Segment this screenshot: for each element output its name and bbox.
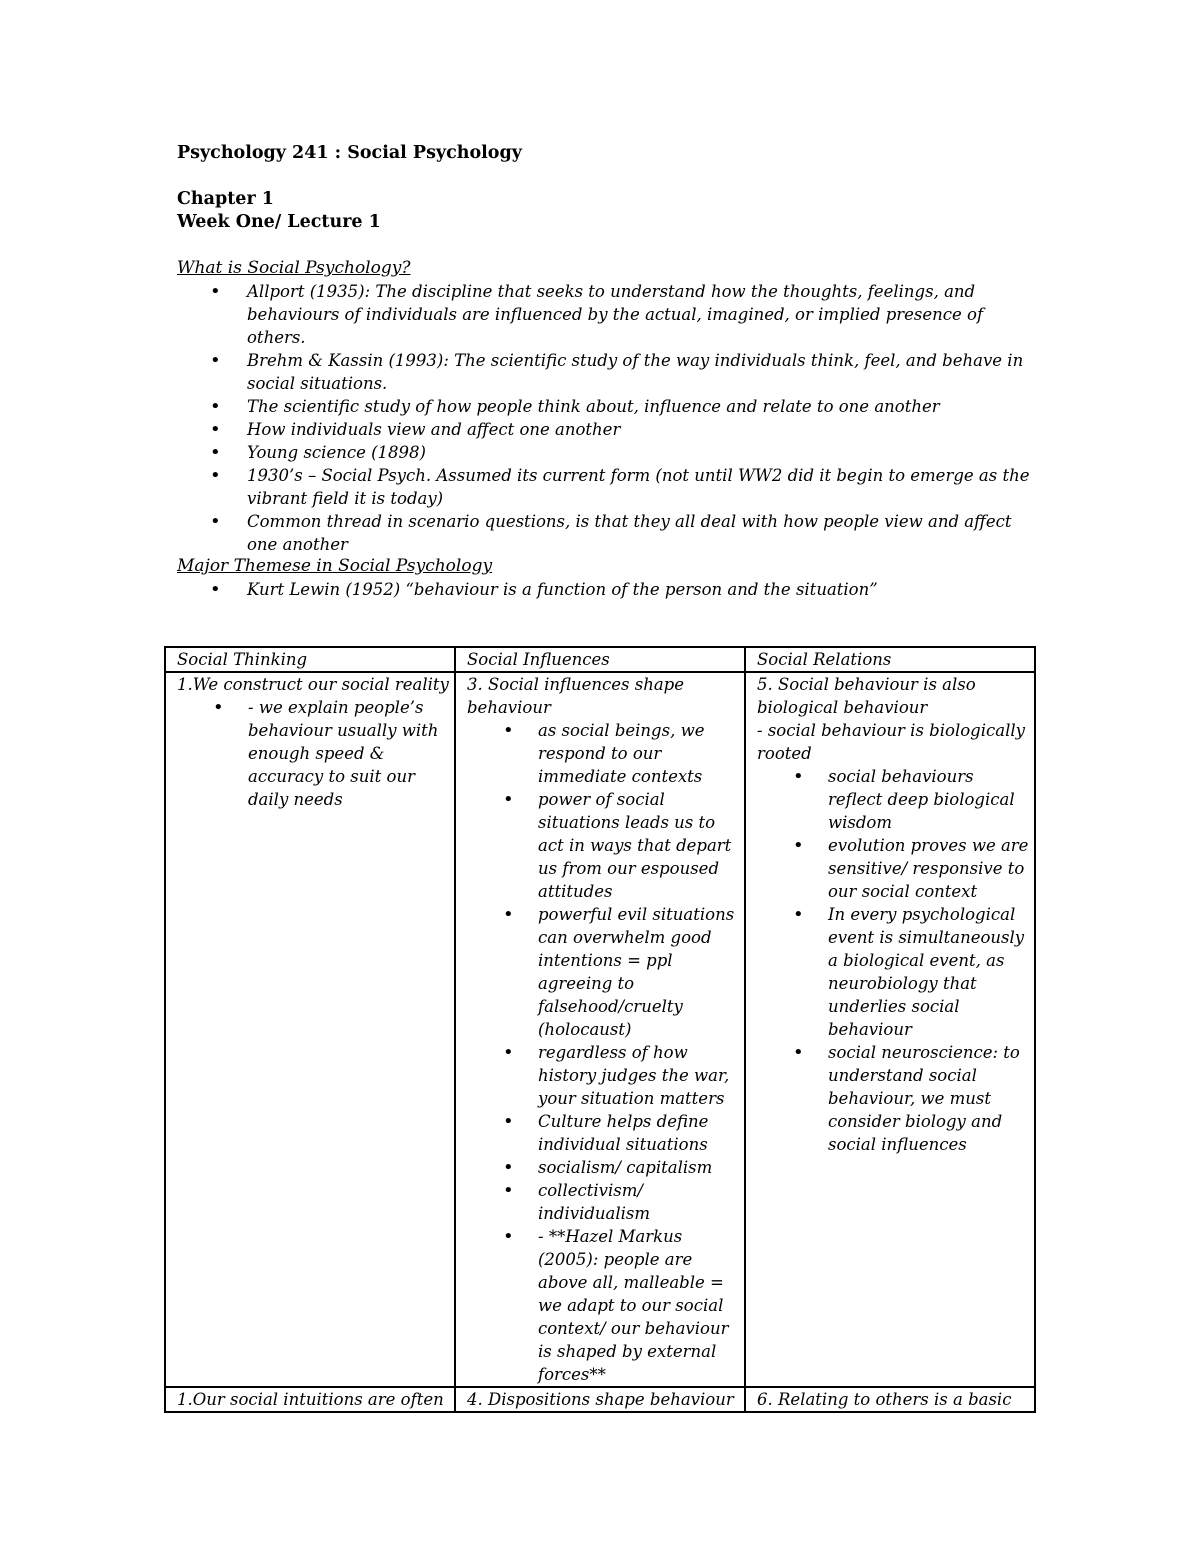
list-item: • socialism/ capitalism: [467, 1156, 740, 1179]
cell-intro: 3. Social influences shape behaviour: [467, 675, 685, 717]
list-item: • social behaviours reflect deep biological wisdom: [757, 765, 1030, 834]
section-title-major-themes: Major Themese in Social Psychology: [177, 556, 493, 576]
section-title-what-is: What is Social Psychology?: [177, 258, 411, 278]
list-item: • Allport (1935): The discipline that seeks to understand how the thoughts, feelings, and behaviours of individuals are influenced by the actual, imagined, or implied presence of others.: [177, 280, 1037, 349]
list-item: • How individuals view and affect one another: [177, 418, 1037, 441]
cell-bullets: [757, 765, 1030, 1156]
table-row: [165, 1387, 1035, 1412]
list-item: • The scientific study of how people think about, influence and relate to one another: [177, 395, 1037, 418]
cell-sub: - social behaviour is biologically rooted: [757, 721, 1025, 763]
list-item: • Culture helps define individual situations: [467, 1110, 740, 1156]
themes-list: [177, 578, 1037, 601]
table-header-row: [165, 647, 1035, 672]
cell-social-relations: [745, 672, 1035, 1387]
list-item: • Kurt Lewin (1952) “behaviour is a function of the person and the situation”: [177, 578, 1037, 601]
list-item: • power of social situations leads us to act in ways that depart us from our espoused attitudes: [467, 788, 740, 903]
list-item: • 1930’s – Social Psych. Assumed its current form (not until WW2 did it begin to emerge as the vibrant field it is today): [177, 464, 1037, 510]
definitions-list: [177, 280, 1037, 556]
cell-intro: 5. Social behaviour is also biological behaviour: [757, 675, 976, 717]
header-social-relations: Social Relations: [745, 647, 1035, 672]
header-social-thinking: Social Thinking: [165, 647, 455, 672]
list-item: • Young science (1898): [177, 441, 1037, 464]
cell-row3-col1: 1.Our social intuitions are often: [165, 1387, 455, 1412]
header-social-influences: Social Influences: [455, 647, 745, 672]
cell-intro: 1.We construct our social reality: [177, 675, 449, 694]
list-item: • powerful evil situations can overwhelm good intentions = ppl agreeing to falsehood/cruelty (holocaust): [467, 903, 740, 1041]
cell-social-thinking: [165, 672, 455, 1387]
cell-bullets: [177, 696, 450, 811]
list-item: • - **Hazel Markus (2005): people are above all, malleable = we adapt to our social context/ our behaviour is shaped by external forces**: [467, 1225, 740, 1386]
list-item: • Brehm & Kassin (1993): The scientific study of the way individuals think, feel, and behave in social situations.: [177, 349, 1037, 395]
chapter-heading: Chapter 1: [177, 189, 274, 209]
list-item: • Common thread in scenario questions, is that they all deal with how people view and affect one another: [177, 510, 1037, 556]
list-item: • regardless of how history judges the war, your situation matters: [467, 1041, 740, 1110]
themes-table: [164, 646, 1036, 1413]
list-item: • In every psychological event is simultaneously a biological event, as neurobiology that underlies social behaviour: [757, 903, 1030, 1041]
list-item: • collectivism/ individualism: [467, 1179, 740, 1225]
course-title: Psychology 241 : Social Psychology: [177, 143, 522, 163]
week-heading: Week One/ Lecture 1: [177, 212, 381, 232]
list-item: • evolution proves we are sensitive/ responsive to our social context: [757, 834, 1030, 903]
cell-social-influences: [455, 672, 745, 1387]
list-item: • - we explain people’s behaviour usually with enough speed & accuracy to suit our daily needs: [177, 696, 450, 811]
cell-bullets: [467, 719, 740, 1386]
table-row: [165, 672, 1035, 1387]
cell-row3-col3: 6. Relating to others is a basic: [745, 1387, 1035, 1412]
list-item: • social neuroscience: to understand social behaviour, we must consider biology and social influences: [757, 1041, 1030, 1156]
cell-row3-col2: 4. Dispositions shape behaviour: [455, 1387, 745, 1412]
list-item: • as social beings, we respond to our immediate contexts: [467, 719, 740, 788]
